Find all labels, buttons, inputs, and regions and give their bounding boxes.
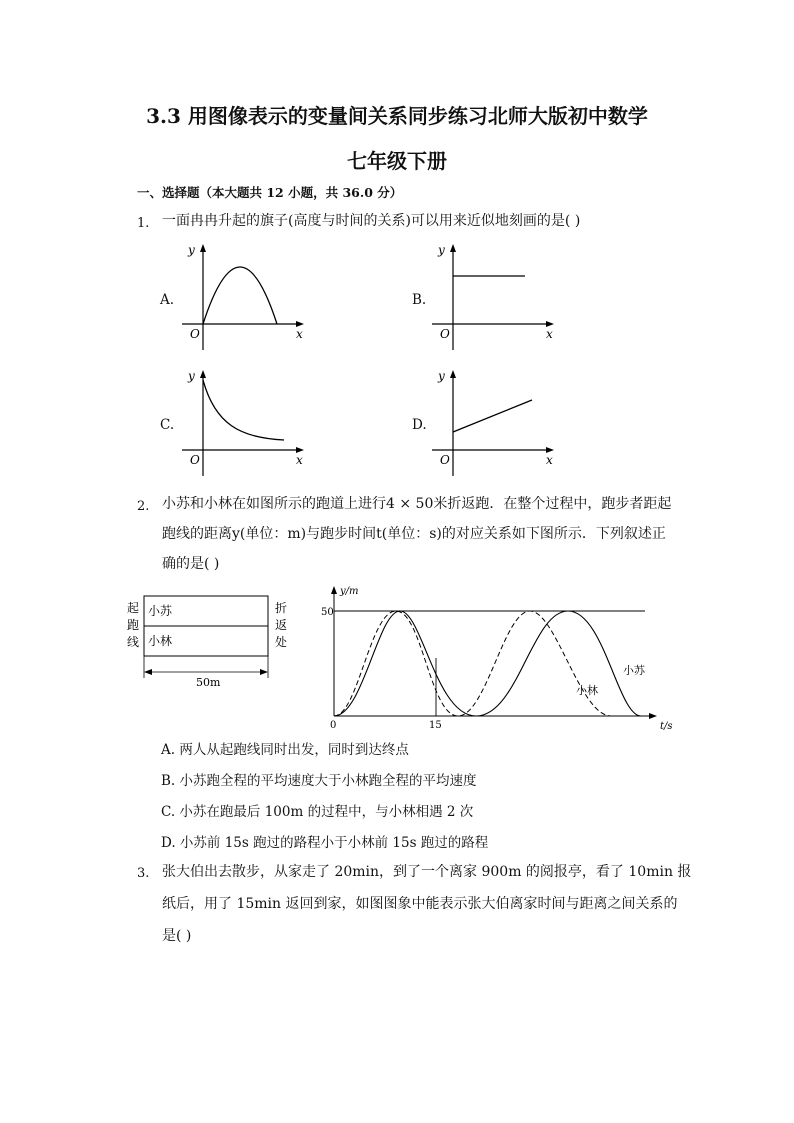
- q1-graph-a: [180, 240, 310, 355]
- track-width-label: 50m: [196, 676, 221, 689]
- q2-option-c: C. 小苏在跑最后 100m 的过程中，与小林相遇 2 次: [161, 804, 474, 820]
- series-su-line: [334, 611, 641, 716]
- q2-text-line2: 跑线的距离y(单位：m)与跑步时间t(单位：s)的对应关系如下图所示．下列叙述正: [162, 526, 666, 542]
- chart-origin: 0: [330, 720, 337, 731]
- q2-option-d: D. 小苏前 15s 跑过的路程小于小林前 15s 跑过的路程: [161, 835, 489, 851]
- origin-label: O: [190, 327, 200, 341]
- series-lin-label: 小林: [576, 684, 598, 697]
- origin-label: O: [440, 453, 450, 467]
- q1-option-d-label: D.: [412, 417, 427, 433]
- x-axis-label: x: [296, 453, 303, 467]
- turn-char-2: 返: [275, 618, 288, 632]
- q1-number: 1.: [137, 216, 150, 231]
- q1-text: 一面冉冉升起的旗子(高度与时间的关系)可以用来近似地刻画的是( ): [162, 213, 581, 229]
- origin-label: O: [190, 453, 200, 467]
- q1-graph-b: [430, 240, 560, 355]
- origin-label: O: [440, 327, 450, 341]
- lane2-label: 小林: [148, 634, 173, 648]
- start-char-1: 起: [127, 601, 140, 615]
- y-axis-label: y: [438, 243, 445, 257]
- start-char-2: 跑: [127, 618, 140, 632]
- x-axis-label: x: [546, 327, 553, 341]
- turn-char-1: 折: [275, 601, 288, 615]
- lane1-label: 小苏: [148, 604, 173, 618]
- document-title-line1: 3.3 用图像表示的变量间关系同步练习北师大版初中数学: [146, 104, 648, 128]
- q3-text-line1: 张大伯出去散步，从家走了 20min，到了一个离家 900m 的阅报亭，看了 10min 报: [162, 864, 692, 880]
- q1-graph-c: [180, 366, 310, 481]
- q2-text-line1: 小苏和小林在如图所示的跑道上进行4 × 50米折返跑．在整个过程中，跑步者距起: [162, 496, 672, 512]
- q2-option-a: A. 两人从起跑线同时出发，同时到达终点: [161, 742, 409, 758]
- series-su-label: 小苏: [623, 664, 645, 677]
- q1-graph-d: [430, 366, 560, 481]
- q1-option-a-label: A.: [160, 292, 175, 308]
- section-header: 一、选择题（本大题共 12 小题，共 36.0 分）: [137, 185, 403, 200]
- turn-label: [275, 600, 291, 649]
- q2-number: 2.: [137, 499, 150, 514]
- y-axis-label: y: [188, 243, 195, 257]
- series-lin-line: [334, 611, 611, 716]
- turn-char-3: 处: [275, 635, 288, 649]
- q3-number: 3.: [137, 866, 150, 881]
- start-char-3: 线: [127, 635, 140, 649]
- document-title-line2: 七年级下册: [347, 149, 447, 173]
- start-line-label: [127, 600, 143, 649]
- y-axis-label: y: [188, 369, 195, 383]
- chart-x-label: t/s: [660, 721, 673, 732]
- x-axis-label: x: [296, 327, 303, 341]
- q1-option-b-label: B.: [412, 292, 427, 308]
- chart-x-tick-15: 15: [429, 720, 442, 731]
- q2-option-b: B. 小苏跑全程的平均速度大于小林跑全程的平均速度: [161, 773, 477, 789]
- chart-y-tick-50: 50: [321, 607, 334, 618]
- y-axis-label: y: [438, 369, 445, 383]
- chart-y-label: y/m: [340, 586, 359, 597]
- q3-text-line2: 纸后，用了 15min 返回到家，如图图象中能表示张大伯离家时间与距离之间关系的: [162, 896, 678, 912]
- q2-chart: [318, 582, 678, 734]
- q3-text-line3: 是( ): [162, 928, 192, 944]
- q2-text-line3: 确的是( ): [162, 556, 220, 572]
- q1-option-c-label: C.: [160, 417, 175, 433]
- x-axis-label: x: [546, 453, 553, 467]
- q2-track-diagram: [122, 590, 300, 690]
